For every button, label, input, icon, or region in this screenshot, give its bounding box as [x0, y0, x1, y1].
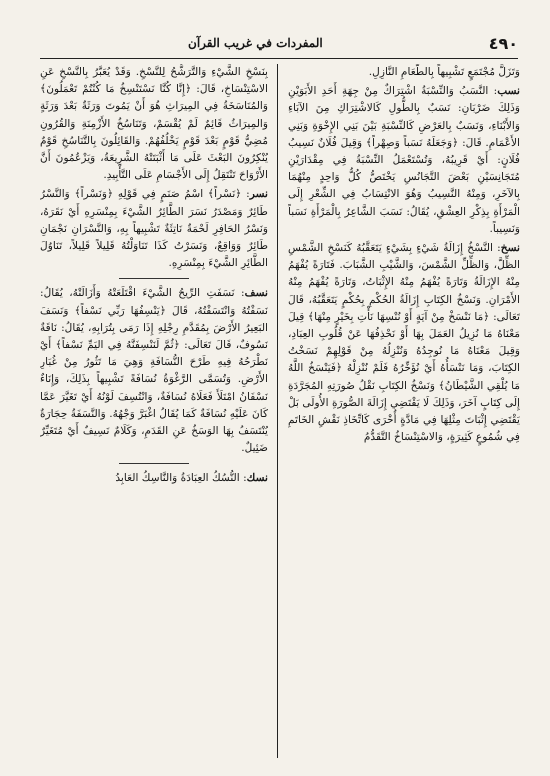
entry-text: وَتَزَلَّ مُجْتَمَعٍ تَشْبِيهاً بِالطَّعَامِ النَّازِلِ. [368, 66, 520, 78]
entry-continuation [288, 64, 520, 81]
entry-naskh [288, 240, 520, 446]
right-column [288, 64, 520, 758]
running-title: المفردات في غريب القرآن [188, 36, 323, 50]
entry-nasr [40, 186, 268, 272]
entry-separator [119, 463, 189, 464]
entry-text: : النَّسْخُ إِزَالَةُ شَيْءٍ بِشَيْءٍ يَتَعَقَّبُهُ كَنَسْخِ الشَّمْسِ الظِّلَّ، وَالظِّلِّ الشَّمْسَ، وَالشَّيْبِ الشَّبَابَ. فَتَارَةً يُفْهَمُ مِنْهُ الإِزَالَةُ وَتَارَةً يُفْهَمُ مِنْهُ الإِثْبَاتُ، وَتَارَةً يُفْهَمُ مِنْهُ الأَمْرَانِ. وَنَسْخُ الكِتَابِ إِزَالَةُ الحُكْمِ بِحُكْمٍ يَتَعَقَّبُهُ، قَالَ تَعَالَى: ﴿مَا نَنْسَخْ مِنْ آيَةٍ أَوْ نُنْسِهَا نَأْتِ بِخَيْرٍ مِنْهَا﴾ قِيلَ مَعْنَاهُ مَا نُزِيلُ العَمَلَ بِهَا أَوْ نَحْذِفُهَا عَنْ قُلُوبِ العِبَادِ، وَقِيلَ مَعْنَاهُ مَا نُوجِدُهُ وَنُنْزِلُهُ مِنْ قَوْلِهِمْ نَسَخْتُ الكِتَابَ، وَمَا نَنْسَأُهُ أَيْ نُؤَخِّرُهُ فَلَمْ نُنْزِلْهُ ﴿فَيَنْسَخُ اللَّهُ مَا يُلْقِي الشَّيْطَانُ﴾ وَنَسْخُ الكِتَابِ نَقْلُ صُورَتِهِ المُجَرَّدَةِ إِلَى كِتَابٍ آخَرَ، وَذَلِكَ لَا يَقْتَضِي إِزَالَةَ الصُّورَةِ الأُولَى بَلْ يَقْتَضِي إِثْبَاتَ مِثْلِهَا فِي مَادَّةٍ أُخْرَى كَاتِّخَاذِ نَقْشِ الخَاتَمِ فِي شُمُوعٍ كَثِيرَةٍ، وَالاسْتِنْسَاخُ التَّقَدُّمُ [288, 242, 520, 444]
entry-lemma: نسر [249, 188, 268, 201]
entry-lemma: نسف [244, 287, 268, 300]
entry-lemma: نسك [246, 472, 268, 485]
column-divider [277, 64, 278, 758]
entry-continuation [40, 64, 268, 184]
left-column [40, 64, 268, 758]
entry-text: : نَسَفَتِ الرِّيحُ الشَّيْءَ اقْتَلَعَتْهُ وَأَزَالَتْهُ، يُقَالُ: نَسَفْتُهُ وَانْتَسَفْتُهُ، قَالَ ﴿يَنْسِفُهَا رَبِّي نَسْفاً﴾ وَنَسَفَ البَعِيرُ الأَرْضَ بِمُقَدَّمِ رِجْلِهِ إِذَا رَمَى بِتُرَابِهِ، يُقَالُ: نَاقَةٌ نَسُوفٌ، قَالَ تَعَالَى: ﴿ثُمَّ لَنَنْسِفَنَّهُ فِي اليَمِّ نَسْفاً﴾ أَيْ نَطْرَحُهُ فِيهِ طَرْحَ النُّسَافَةِ وَهِيَ مَا تَثُورُ مِنْ غُبَارِ الأَرْضِ. وَتُسَمَّى الرَّغْوَةُ نُسَافَةً تَشْبِيهاً بِذَلِكَ، وَإِنَاءٌ نَسْفَانُ امْتَلَأَ فَعَلَاهُ نُسَافَةٌ، وَانْتُسِفَ لَوْنُهُ أَيْ تَغَيَّرَ عَمَّا كَانَ عَلَيْهِ نُسَافَةٌ كَمَا يُقَالُ اغْبَرَّ وَجْهُهُ. وَالنَّسَفَةُ حِجَارَةٌ يُنْتَسَفُ بِهَا الوَسَخُ عَنِ القَدَمِ، وَكَلَامٌ نَسِيفٌ أَيْ مُتَغَيِّرٌ ضَئِيلٌ. [40, 287, 268, 455]
header-rule [40, 58, 518, 59]
entry-lemma: نسب [497, 85, 520, 98]
entry-text: : ﴿نَسْراً﴾ اسْمُ صَنَمٍ فِي قَوْلِهِ ﴿وَنَسْراً﴾ وَالنَّسْرُ طَائِرٌ وَمَصْدَرُ نَسَرَ الطَّائِرُ الشَّيْءَ بِمِنْسَرِهِ أَيْ نَقَرَهُ، وَنَسْرُ الحَافِرِ لَحْمَةٌ نَاتِئَةٌ تَشْبِيهاً بِهِ، وَالنَّسْرَانِ نَجْمَانِ طَائِرٌ وَوَاقِعٌ، وَنَسَرْتُ كَذَا تَنَاوَلْتُهُ قَلِيلاً قَلِيلاً، تَنَاوُلَ الطَّائِرِ الشَّيْءَ بِمِنْسَرِهِ. [40, 188, 268, 270]
page-header [38, 32, 518, 54]
entry-text: : النُّسُكُ العِبَادَةُ وَالنَّاسِكُ العَابِدُ [115, 472, 247, 485]
entry-nasf [40, 285, 268, 457]
entry-text: : النَّسَبُ وَالنِّسْبَةُ اشْتِرَاكٌ مِنْ جِهَةِ أَحَدِ الأَبَوَيْنِ وَذَلِكَ ضَرْبَانِ: نَسَبٌ بِالطُّولِ كَالاشْتِرَاكِ مِنَ الآبَاءِ وَالأَبْنَاءِ، وَنَسَبٌ بِالعَرْضِ كَالنِّسْبَةِ بَيْنَ بَنِي الإِخْوَةِ وَبَنِي الأَعْمَامِ. قَالَ: ﴿وَجَعَلَهُ نَسَباً وَصِهْراً﴾ وَقِيلَ فُلَانٌ نَسِيبُ فُلَانٍ: أَيْ قَرِيبُهُ، وَتُسْتَعْمَلُ النِّسْبَةُ فِي مِقْدَارَيْنِ مُتَجَانِسَيْنِ بَعْضَ التَّجَانُسِ يَخْتَصُّ كُلُّ وَاحِدٍ مِنْهُمَا بِالآخَرِ، وَمِنْهُ النَّسِيبُ وَهُوَ الانْتِسَابُ فِي الشِّعْرِ إِلَى الْمَرْأَةِ بِذِكْرِ العِشْقِ، يُقَالُ: نَسَبَ الشَّاعِرُ بِالْمَرْأَةِ نَسَباً وَنَسِيباً. [288, 85, 520, 235]
entry-separator [119, 278, 189, 279]
entry-nusk [40, 470, 268, 487]
entry-lemma: نسخ [500, 242, 520, 255]
entry-text: بِنَسْخِ الشَّيْءِ وَالتَّرَشُّحُ لِلنَّسْخِ. وَقَدْ يُعَبَّرُ بِالنَّسْخِ عَنِ الاسْتِنْسَاخِ، قَالَ: ﴿إِنَّا كُنَّا نَسْتَنْسِخُ مَا كُنْتُمْ تَعْمَلُونَ﴾ وَالمُنَاسَخَةُ فِي المِيرَاثِ هُوَ أَنْ يَمُوتَ وَرَثَةٌ بَعْدَ وَرَثَةٍ وَالمِيرَاثُ قَائِمٌ لَمْ يُقْسَمْ، وَتَنَاسُخُ الأَزْمِنَةِ وَالقُرُونِ مُضِيُّ قَوْمٍ بَعْدَ قَوْمٍ يَخْلُفُهُمْ. وَالقَائِلُونَ بِالتَّنَاسُخِ قَوْمٌ يُنْكِرُونَ البَعْثَ عَلَى مَا أَثْبَتَتْهُ الشَّرِيعَةُ، وَيَزْعُمُونَ أَنَّ الأَرْوَاحَ تَنْتَقِلُ إِلَى الأَجْسَامِ عَلَى التَّأْبِيدِ. [40, 66, 268, 182]
page-number: ٤٩٠ [488, 33, 518, 53]
entry-nasab [288, 83, 520, 238]
